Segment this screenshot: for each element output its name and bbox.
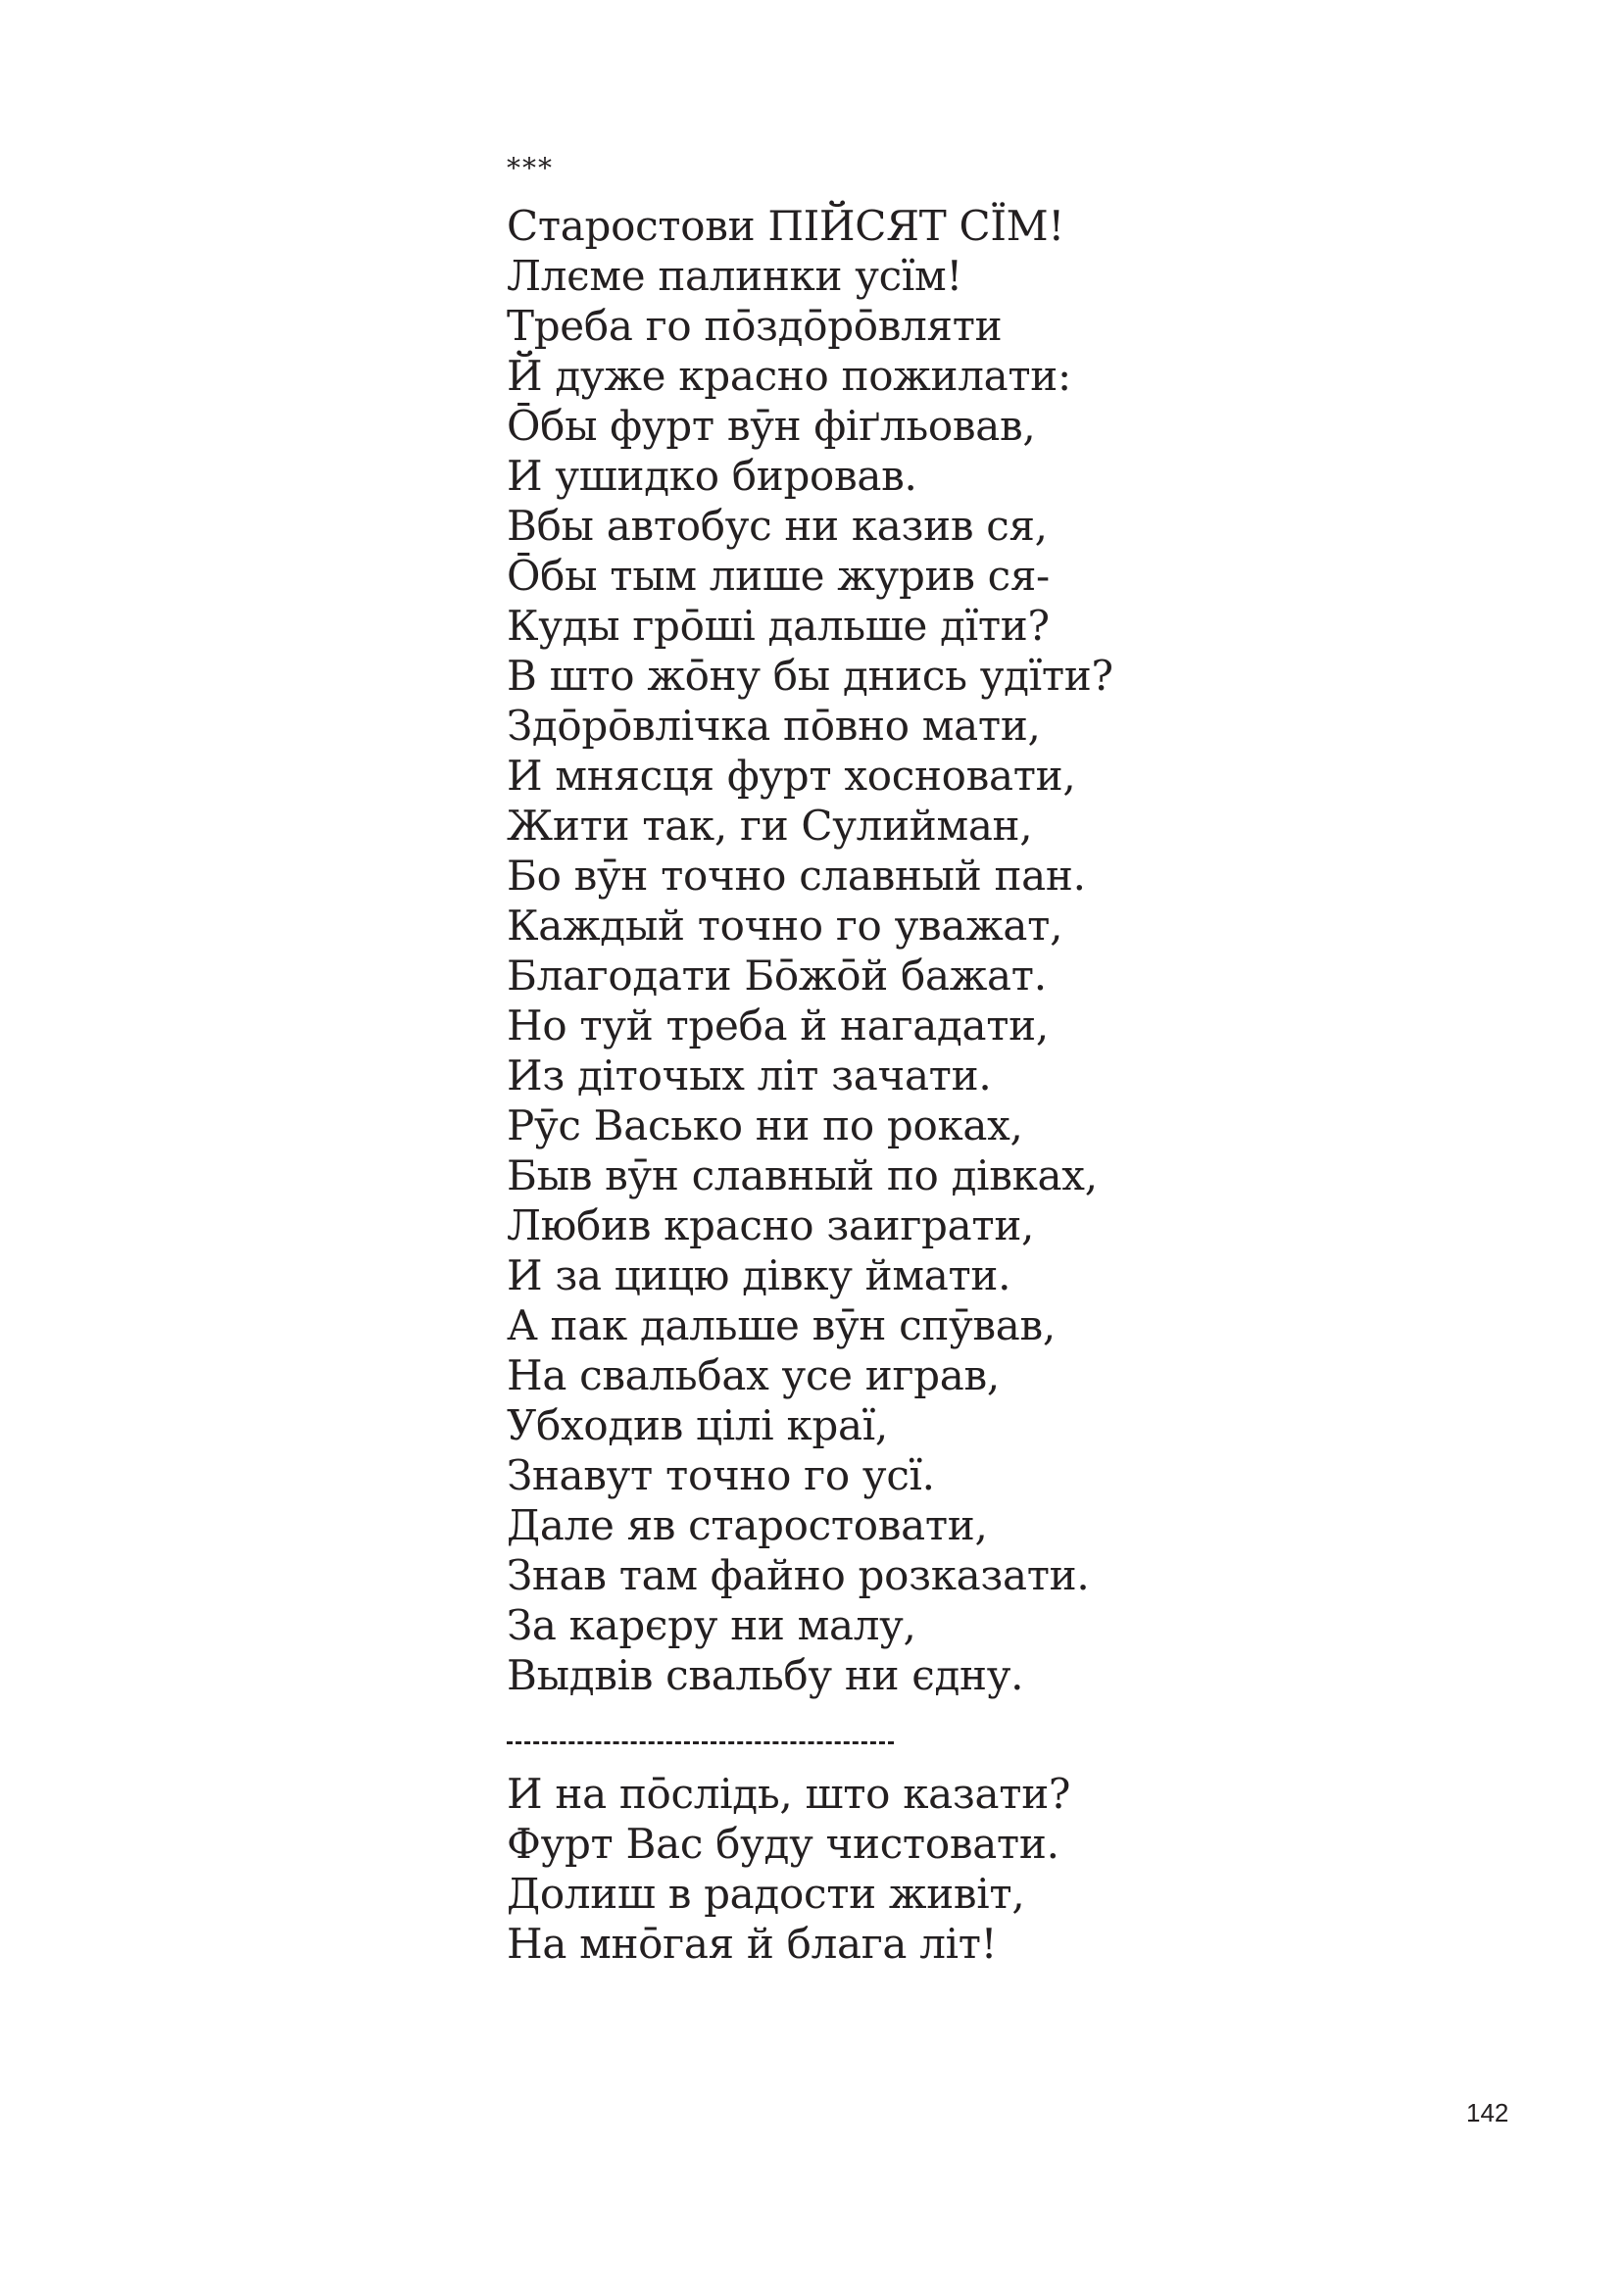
poem-line: Й дуже красно пожилати:: [507, 352, 1071, 400]
poem-line: На свальбах усе играв,: [507, 1351, 1000, 1399]
poem-line: Фурт Вас буду чистовати.: [507, 1820, 1059, 1868]
poem-line: Рӯс Васько ни по роках,: [507, 1101, 1023, 1149]
poem-line: За карєру ни малу,: [507, 1601, 916, 1649]
page-number: 142: [1466, 2098, 1509, 2127]
poem-line: И на пōслідь, што казати?: [507, 1770, 1071, 1818]
poem-line: Из діточых літ зачати.: [507, 1051, 992, 1099]
poem-line: Каждый точно го уважат,: [507, 902, 1063, 950]
poem-line: А пак дальше вӯн спӯвав,: [507, 1301, 1056, 1349]
poem-line: И мнясця фурт хосновати,: [507, 752, 1076, 800]
poem-line: Дале яв старостовати,: [507, 1501, 988, 1549]
ornament-asterisks: ***: [507, 152, 554, 184]
poem-line: Выдвів свальбу ни єдну.: [507, 1651, 1024, 1699]
poem-line: Ōбы фурт вӯн фіґльовав,: [507, 402, 1036, 450]
poem-line: Долиш в радости живіт,: [507, 1870, 1025, 1918]
poem-line: Жити так, ги Сулийман,: [507, 802, 1033, 850]
poem-line: И за цицю дівку ймати.: [507, 1251, 1011, 1299]
poem-line: На мнōгая й блага літ!: [507, 1920, 998, 1968]
stanza-separator: [507, 1741, 894, 1744]
poem-line: И ушидко бировав.: [507, 452, 917, 500]
poem-line: Ōбы тым лише журив ся-: [507, 552, 1050, 600]
poem-line: Убходив цілі краї,: [507, 1401, 888, 1449]
poem-line: Благодати Бōжōй бажат.: [507, 952, 1047, 1000]
poem-line: Старостови ПІЙСЯТ СЇМ!: [507, 202, 1064, 250]
poem-line: Но туй треба й нагадати,: [507, 1001, 1049, 1050]
poem-line: Быв вӯн славный по дівках,: [507, 1151, 1098, 1199]
poem-line: Бо вӯн точно славный пан.: [507, 852, 1086, 900]
poem-line: Треба го пōздōрōвляти: [507, 302, 1003, 350]
poem-line: Вбы автобус ни казив ся,: [507, 502, 1048, 550]
poem-line: В што жōну бы днись удїти?: [507, 652, 1113, 700]
poem-line: Знав там файно розказати.: [507, 1551, 1090, 1599]
poem-line: Знавут точно го усї.: [507, 1451, 935, 1499]
poem-line: Ллєме палинки усїм!: [507, 252, 962, 300]
poem-line: Здōрōвлічка пōвно мати,: [507, 702, 1041, 750]
poem-line: Любив красно заиграти,: [507, 1201, 1035, 1249]
poem-line: Куды грōші дальше дїти?: [507, 602, 1050, 650]
